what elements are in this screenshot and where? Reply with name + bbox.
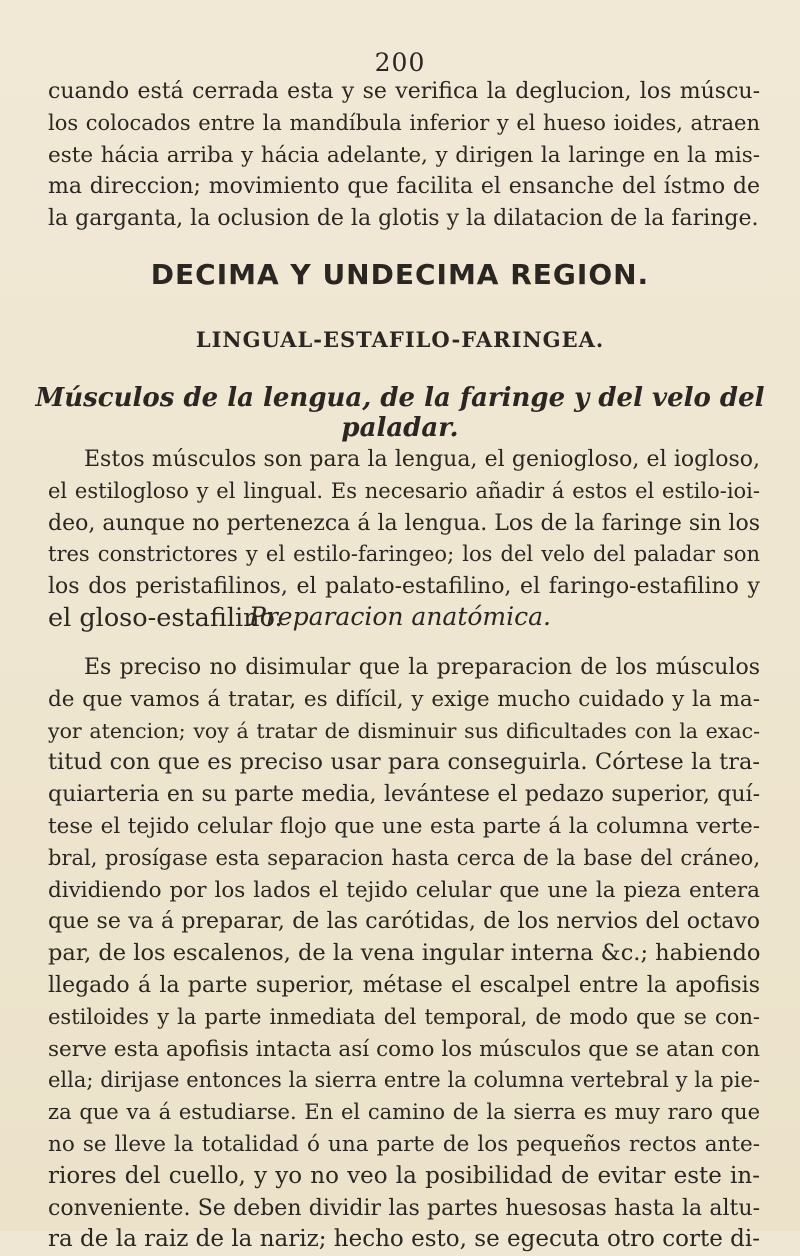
- text-line: tese el tejido celular flojo que une esta parte á la columna verte-: [48, 813, 760, 839]
- text-line: riores del cuello, y yo no veo la posibilidad de evitar este in-: [48, 1162, 760, 1189]
- text-line: cuando está cerrada esta y se verifica la deglucion, los múscu-: [48, 79, 760, 104]
- text-line: este hácia arriba y hácia adelante, y dirigen la laringe en la mis-: [48, 142, 760, 168]
- text-line: quiarteria en su parte media, levántese el pedazo superior, quí-: [48, 782, 760, 808]
- text-line: ma direccion; movimiento que facilita el ensanche del ístmo de: [48, 174, 760, 200]
- text-line: Es preciso no disimular que la preparacion de los músculos: [84, 655, 760, 680]
- text-line: deo, aunque no pertenezca á la lengua. Los de la faringe sin los: [48, 510, 760, 536]
- preparation-title: Preparacion anatómica.: [249, 602, 551, 631]
- text-line: za que va á estudiarse. En el camino de la sierra es muy raro que: [48, 1100, 760, 1125]
- text-line: ra de la raiz de la nariz; hecho esto, se egecuta otro corte di-: [48, 1226, 760, 1253]
- text-line: no se lleve la totalidad ó una parte de los pequeños rectos ante-: [48, 1131, 760, 1157]
- text-line: Estos músculos son para la lengua, el geniogloso, el iogloso,: [84, 447, 760, 472]
- text-line: la garganta, la oclusion de la glotis y la dilatacion de la faringe.: [48, 206, 759, 232]
- text-line: ella; dirijase entonces la sierra entre la columna vertebral y la pie-: [48, 1068, 760, 1093]
- text-line: par, de los escalenos, de la vena ingular interna &c.; habiendo: [48, 940, 761, 967]
- page-number: 200: [374, 48, 426, 77]
- text-line: bral, prosígase esta separacion hasta cerca de la base del cráneo,: [48, 845, 760, 870]
- text-line: el estilogloso y el lingual. Es necesario añadir á estos el estilo-ioi-: [48, 478, 760, 503]
- region-title: DECIMA Y UNDECIMA REGION.: [150, 258, 650, 291]
- text-line: tres constrictores y el estilo-faringeo; los del velo del paladar son: [48, 542, 760, 567]
- text-line: llegado á la parte superior, métase el escalpel entre la apofisis: [48, 972, 760, 998]
- region-subtitle: LINGUAL-ESTAFILO-FARINGEA.: [195, 327, 605, 352]
- text-line: los dos peristafilinos, el palato-estafilino, el faringo-estafilino y: [48, 574, 760, 600]
- text-line: conveniente. Se deben dividir las partes huesosas hasta la altu-: [48, 1195, 760, 1221]
- text-line: los colocados entre la mandíbula inferior y el hueso ioides, atraen: [48, 110, 760, 135]
- text-line: estiloides y la parte inmediata del temporal, de modo que se con-: [48, 1004, 760, 1029]
- text-line: que se va á preparar, de las carótidas, de los nervios del octavo: [48, 909, 760, 935]
- text-line: el gloso-estafilino.: [48, 602, 283, 633]
- text-line: titud con que es preciso usar para conseguirla. Córtese la tra-: [48, 749, 760, 776]
- top-paragraph: [48, 76, 760, 235]
- text-line: dividiendo por los lados el tejido celular que une la pieza entera: [48, 877, 760, 903]
- text-line: yor atencion; voy á tratar de disminuir sus dificultades con la exac-: [48, 718, 760, 743]
- text-line: serve esta apofisis intacta así como los músculos que se atan con: [48, 1036, 760, 1062]
- section-title: Músculos de la lengua, de la faringe y del velo del paladar.: [35, 383, 765, 443]
- preparation-paragraph: [48, 652, 760, 1256]
- text-line: de que vamos á tratar, es difícil, y exige mucho cuidado y la ma-: [48, 686, 760, 712]
